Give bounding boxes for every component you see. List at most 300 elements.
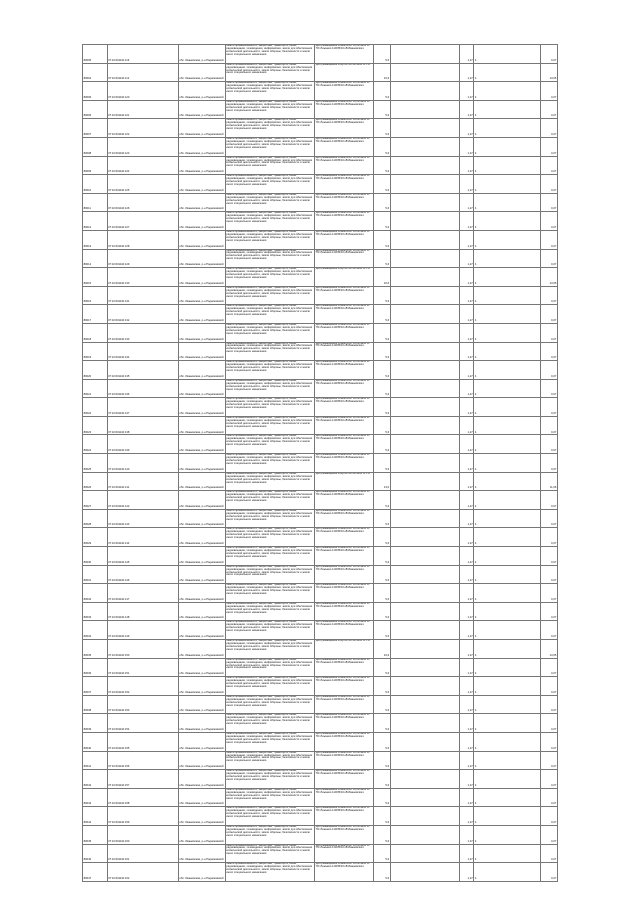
permitted-use-cell: Для размещения объекта ВЛ 10 кВ №41 от ПС Лежнево 110/35/10 кВ Ивановского xyxy=(315,509,374,528)
tax-amount-cell: 0,07 xyxy=(541,658,558,677)
row-code-cell: 80034 xyxy=(83,621,108,640)
row-code-cell: 80010 xyxy=(83,175,108,194)
unit-cell: 4 xyxy=(474,491,541,510)
address-cell: обл. Ивановская, р-н Родниковский xyxy=(178,807,225,826)
spacer-cell xyxy=(390,286,459,305)
unit-cell: 4 xyxy=(474,212,541,231)
cadastral-number-cell: 37:10:001110:154 xyxy=(107,714,178,733)
tax-rate-cell: 1,27 xyxy=(459,119,473,138)
unit-cell: 4 xyxy=(474,63,541,82)
unit-cell: 4 xyxy=(474,305,541,324)
permitted-use-cell: Для размещения объекта ВЛ 10 кВ №41 от ПС Лежнево 110/35/10 кВ Ивановского xyxy=(315,305,374,324)
tax-amount-cell: 0,07 xyxy=(541,100,558,119)
cadastral-number-cell: 37:10:001110:149 xyxy=(107,621,178,640)
tax-amount-cell: 0,07 xyxy=(541,528,558,547)
permitted-use-cell: Для размещения объекта ВЛ 10 кВ №41 от ПС Лежнево 110/35/10 кВ Ивановского xyxy=(315,695,374,714)
tax-amount-cell: 0,07 xyxy=(541,584,558,603)
tax-rate-cell: 1,27 xyxy=(459,193,473,212)
tax-amount-cell: 0,07 xyxy=(541,45,558,64)
table-row xyxy=(83,732,558,751)
tax-rate-cell: 1,27 xyxy=(459,100,473,119)
unit-cell: 4 xyxy=(474,584,541,603)
tax-rate-cell: 1,27 xyxy=(459,249,473,268)
permitted-use-cell: Для размещения объекта ВЛ 10 кВ №41 от ПС Лежнево 110/35/10 кВ Ивановского xyxy=(315,156,374,175)
permitted-use-cell: Для размещения объекта ВЛ 10 кВ №41 от ПС Лежнево 110/35/10 кВ Ивановского xyxy=(315,658,374,677)
area-cell: 5,6 xyxy=(374,416,390,435)
address-cell: обл. Ивановская, р-н Родниковский xyxy=(178,621,225,640)
land-plots-table xyxy=(82,44,558,882)
unit-cell: 4 xyxy=(474,82,541,101)
area-cell: 5,6 xyxy=(374,361,390,380)
spacer-cell xyxy=(390,454,459,473)
tax-amount-cell: 0,07 xyxy=(541,323,558,342)
land-category-cell: Земли промышленности, энергетики, транспорта, связи, радиовещания, телевидения, информатики, земли для обеспечения космической деятельности, земли обороны, безопасности и земли иного специального назначения xyxy=(225,825,315,844)
cadastral-number-cell: 37:10:001110:129 xyxy=(107,249,178,268)
area-cell: 5,6 xyxy=(374,100,390,119)
area-cell: 5,6 xyxy=(374,732,390,751)
tax-rate-cell: 1,27 xyxy=(459,751,473,770)
row-code-cell: 80038 xyxy=(83,695,108,714)
row-code-cell: 80022 xyxy=(83,398,108,417)
cadastral-number-cell: 37:10:001110:137 xyxy=(107,398,178,417)
tax-rate-cell: 1,27 xyxy=(459,212,473,231)
address-cell: обл. Ивановская, р-н Родниковский xyxy=(178,175,225,194)
table-row xyxy=(83,621,558,640)
spacer-cell xyxy=(390,658,459,677)
table-row xyxy=(83,770,558,789)
tax-rate-cell: 1,27 xyxy=(459,509,473,528)
tax-amount-cell: 0,07 xyxy=(541,825,558,844)
permitted-use-cell: Для размещения объекта ВЛ 10 кВ №41 от ПС Лежнево 110/35/10 кВ Ивановского xyxy=(315,342,374,361)
area-cell: 5,6 xyxy=(374,770,390,789)
row-code-cell: 80004 xyxy=(83,63,108,82)
permitted-use-cell: Для размещения объекта ВЛ 10 кВ №41 от ПС Лежнево 110/35/10 кВ Ивановского xyxy=(315,454,374,473)
land-category-cell: Земли промышленности, энергетики, транспорта, связи, радиовещания, телевидения, информатики, земли для обеспечения космической деятельности, земли обороны, безопасности и земли иного специального назначения xyxy=(225,323,315,342)
table-row xyxy=(83,268,558,287)
tax-amount-cell: 0,07 xyxy=(541,732,558,751)
row-code-cell: 80025 xyxy=(83,454,108,473)
cadastral-number-cell: 37:10:001110:142 xyxy=(107,491,178,510)
spacer-cell xyxy=(390,45,459,64)
tax-rate-cell: 1,27 xyxy=(459,732,473,751)
spacer-cell xyxy=(390,714,459,733)
address-cell: обл. Ивановская, р-н Родниковский xyxy=(178,193,225,212)
permitted-use-cell: Для размещения объекта ВЛ 10 кВ №41 от ПС Лежнево 110/35/10 кВ Ивановского xyxy=(315,825,374,844)
area-cell: 5,6 xyxy=(374,565,390,584)
land-category-cell: Земли промышленности, энергетики, транспорта, связи, радиовещания, телевидения, информатики, земли для обеспечения космической деятельности, земли обороны, безопасности и земли иного специального назначения xyxy=(225,658,315,677)
tax-rate-cell: 1,27 xyxy=(459,658,473,677)
row-code-cell: 80015 xyxy=(83,268,108,287)
tax-rate-cell: 1,27 xyxy=(459,547,473,566)
land-category-cell: Земли промышленности, энергетики, транспорта, связи, радиовещания, телевидения, информатики, земли для обеспечения космической деятельности, земли обороны, безопасности и земли иного специального назначения xyxy=(225,119,315,138)
unit-cell: 4 xyxy=(474,788,541,807)
land-category-cell: Земли промышленности, энергетики, транспорта, связи, радиовещания, телевидения, информатики, земли для обеспечения космической деятельности, земли обороны, безопасности и земли иного специального назначения xyxy=(225,602,315,621)
permitted-use-cell: Для размещения объекта ВЛ 10 кВ №41 от ПС Лежнево 110/35/10 кВ Ивановского xyxy=(315,379,374,398)
cadastral-number-cell: 37:10:001110:148 xyxy=(107,602,178,621)
address-cell: обл. Ивановская, р-н Родниковский xyxy=(178,100,225,119)
table-row xyxy=(83,640,558,659)
unit-cell: 4 xyxy=(474,323,541,342)
land-category-cell: Земли промышленности, энергетики, транспорта, связи, радиовещания, телевидения, информатики, земли для обеспечения космической деятельности, земли обороны, безопасности и земли иного специального назначения xyxy=(225,621,315,640)
row-code-cell: 80046 xyxy=(83,844,108,863)
land-category-cell: Земли промышленности, энергетики, транспорта, связи, радиовещания, телевидения, информатики, земли для обеспечения космической деятельности, земли обороны, безопасности и земли иного специального назначения xyxy=(225,751,315,770)
unit-cell: 4 xyxy=(474,398,541,417)
row-code-cell: 80047 xyxy=(83,863,108,882)
area-cell: 13,0 xyxy=(374,472,390,491)
tax-amount-cell: 0,07 xyxy=(541,751,558,770)
tax-rate-cell: 1,27 xyxy=(459,398,473,417)
area-cell: 5,6 xyxy=(374,342,390,361)
permitted-use-cell: Для размещения объекта ВЛ 10 кВ №41 от ПС Лежнево 110/35/10 кВ Ивановского xyxy=(315,788,374,807)
land-category-cell: Земли промышленности, энергетики, транспорта, связи, радиовещания, телевидения, информатики, земли для обеспечения космической деятельности, земли обороны, безопасности и земли иного специального назначения xyxy=(225,286,315,305)
cadastral-number-cell: 37:10:001110:140 xyxy=(107,454,178,473)
table-row xyxy=(83,844,558,863)
land-category-cell: Земли промышленности, энергетики, транспорта, связи, радиовещания, телевидения, информатики, земли для обеспечения космической деятельности, земли обороны, безопасности и земли иного специального назначения xyxy=(225,137,315,156)
tax-rate-cell: 1,27 xyxy=(459,323,473,342)
unit-cell: 4 xyxy=(474,137,541,156)
table-row xyxy=(83,361,558,380)
area-cell: 5,6 xyxy=(374,863,390,882)
spacer-cell xyxy=(390,268,459,287)
area-cell: 5,6 xyxy=(374,82,390,101)
spacer-cell xyxy=(390,695,459,714)
unit-cell: 4 xyxy=(474,695,541,714)
permitted-use-cell: Для размещения объекта ВЛ 10 кВ №41 от ПС Лежнево 110/35/10 кВ Ивановского xyxy=(315,212,374,231)
unit-cell: 4 xyxy=(474,807,541,826)
cadastral-number-cell: 37:10:001110:132 xyxy=(107,305,178,324)
permitted-use-cell: Для размещения опор ВЛ-10 кВ №41 от ПС xyxy=(315,472,374,491)
row-code-cell: 80033 xyxy=(83,602,108,621)
cadastral-number-cell: 37:10:001110:155 xyxy=(107,732,178,751)
address-cell: обл. Ивановская, р-н Родниковский xyxy=(178,63,225,82)
table-row xyxy=(83,658,558,677)
area-cell: 5,6 xyxy=(374,137,390,156)
land-category-cell: Земли промышленности, энергетики, транспорта, связи, радиовещания, телевидения, информатики, земли для обеспечения космической деятельности, земли обороны, безопасности и земли иного специального назначения xyxy=(225,788,315,807)
row-code-cell: 80039 xyxy=(83,714,108,733)
row-code-cell: 80041 xyxy=(83,751,108,770)
tax-rate-cell: 1,27 xyxy=(459,584,473,603)
cadastral-number-cell: 37:10:001110:159 xyxy=(107,807,178,826)
cadastral-number-cell: 37:10:001110:131 xyxy=(107,286,178,305)
unit-cell: 4 xyxy=(474,621,541,640)
spacer-cell xyxy=(390,398,459,417)
cadastral-number-cell: 37:10:001110:141 xyxy=(107,472,178,491)
spacer-cell xyxy=(390,807,459,826)
permitted-use-cell: Для размещения опор ВЛ-10 кВ №41 от ПС xyxy=(315,63,374,82)
permitted-use-cell: Для размещения объекта ВЛ 10 кВ №41 от ПС Лежнево 110/35/10 кВ Ивановского xyxy=(315,807,374,826)
tax-amount-cell: 11,06 xyxy=(541,472,558,491)
row-code-cell: 80023 xyxy=(83,416,108,435)
spacer-cell xyxy=(390,788,459,807)
spacer-cell xyxy=(390,137,459,156)
table-row xyxy=(83,584,558,603)
cadastral-number-cell: 37:10:001110:122 xyxy=(107,119,178,138)
unit-cell: 4 xyxy=(474,268,541,287)
land-category-cell: Земли промышленности, энергетики, транспорта, связи, радиовещания, телевидения, информатики, земли для обеспечения космической деятельности, земли обороны, безопасности и земли иного специального назначения xyxy=(225,175,315,194)
row-code-cell: 80008 xyxy=(83,137,108,156)
row-code-cell: 80037 xyxy=(83,677,108,696)
unit-cell: 4 xyxy=(474,863,541,882)
unit-cell: 4 xyxy=(474,844,541,863)
row-code-cell: 80026 xyxy=(83,472,108,491)
cadastral-number-cell: 37:10:001110:153 xyxy=(107,695,178,714)
land-category-cell: Земли промышленности, энергетики, транспорта, связи, радиовещания, телевидения, информатики, земли для обеспечения космической деятельности, земли обороны, безопасности и земли иного специального назначения xyxy=(225,82,315,101)
address-cell: обл. Ивановская, р-н Родниковский xyxy=(178,361,225,380)
row-code-cell: 80030 xyxy=(83,547,108,566)
cadastral-number-cell: 37:10:001110:157 xyxy=(107,770,178,789)
land-category-cell: Земли промышленности, энергетики, транспорта, связи, радиовещания, телевидения, информатики, земли для обеспечения космической деятельности, земли обороны, безопасности и земли иного специального назначения xyxy=(225,454,315,473)
spacer-cell xyxy=(390,472,459,491)
permitted-use-cell: Для размещения объекта ВЛ 10 кВ №41 от ПС Лежнево 110/35/10 кВ Ивановского xyxy=(315,230,374,249)
cadastral-number-cell: 37:10:001110:126 xyxy=(107,193,178,212)
unit-cell: 4 xyxy=(474,825,541,844)
tax-rate-cell: 1,27 xyxy=(459,695,473,714)
unit-cell: 4 xyxy=(474,416,541,435)
spacer-cell xyxy=(390,825,459,844)
land-category-cell: Земли промышленности, энергетики, транспорта, связи, радиовещания, телевидения, информатики, земли для обеспечения космической деятельности, земли обороны, безопасности и земли иного специального назначения xyxy=(225,342,315,361)
tax-amount-cell: 0,07 xyxy=(541,435,558,454)
cadastral-number-cell: 37:10:001110:134 xyxy=(107,342,178,361)
cadastral-number-cell: 37:10:001110:130 xyxy=(107,268,178,287)
tax-amount-cell: 0,07 xyxy=(541,175,558,194)
table-row xyxy=(83,714,558,733)
unit-cell: 4 xyxy=(474,156,541,175)
tax-rate-cell: 1,27 xyxy=(459,305,473,324)
spacer-cell xyxy=(390,156,459,175)
spacer-cell xyxy=(390,602,459,621)
address-cell: обл. Ивановская, р-н Родниковский xyxy=(178,82,225,101)
tax-amount-cell: 0,07 xyxy=(541,193,558,212)
area-cell: 5,6 xyxy=(374,286,390,305)
address-cell: обл. Ивановская, р-н Родниковский xyxy=(178,268,225,287)
land-category-cell: Земли промышленности, энергетики, транспорта, связи, радиовещания, телевидения, информатики, земли для обеспечения космической деятельности, земли обороны, безопасности и земли иного специального назначения xyxy=(225,491,315,510)
address-cell: обл. Ивановская, р-н Родниковский xyxy=(178,677,225,696)
land-category-cell: Земли промышленности, энергетики, транспорта, связи, радиовещания, телевидения, информатики, земли для обеспечения космической деятельности, земли обороны, безопасности и земли иного специального назначения xyxy=(225,100,315,119)
spacer-cell xyxy=(390,63,459,82)
land-category-cell: Земли промышленности, энергетики, транспорта, связи, радиовещания, телевидения, информатики, земли для обеспечения космической деятельности, земли обороны, безопасности и земли иного специального назначения xyxy=(225,156,315,175)
row-code-cell: 80040 xyxy=(83,732,108,751)
spacer-cell xyxy=(390,863,459,882)
tax-rate-cell: 1,27 xyxy=(459,137,473,156)
area-cell: 5,6 xyxy=(374,584,390,603)
tax-amount-cell: 0,07 xyxy=(541,788,558,807)
land-category-cell: Земли промышленности, энергетики, транспорта, связи, радиовещания, телевидения, информатики, земли для обеспечения космической деятельности, земли обороны, безопасности и земли иного специального назначения xyxy=(225,844,315,863)
table-row xyxy=(83,119,558,138)
permitted-use-cell: Для размещения объекта ВЛ 10 кВ №41 от ПС Лежнево 110/35/10 кВ Ивановского xyxy=(315,528,374,547)
tax-rate-cell: 1,27 xyxy=(459,714,473,733)
cadastral-number-cell: 37:10:001110:150 xyxy=(107,640,178,659)
table-row xyxy=(83,212,558,231)
permitted-use-cell: Для размещения объекта ВЛ 10 кВ №41 от ПС Лежнево 110/35/10 кВ Ивановского xyxy=(315,286,374,305)
unit-cell: 4 xyxy=(474,528,541,547)
spacer-cell xyxy=(390,175,459,194)
permitted-use-cell: Для размещения объекта ВЛ 10 кВ №41 от ПС Лежнево 110/35/10 кВ Ивановского xyxy=(315,677,374,696)
permitted-use-cell: Для размещения объекта ВЛ 10 кВ №41 от ПС Лежнево 110/35/10 кВ Ивановского xyxy=(315,82,374,101)
unit-cell: 4 xyxy=(474,230,541,249)
tax-amount-cell: 0,07 xyxy=(541,286,558,305)
table-row xyxy=(83,863,558,882)
area-cell: 5,6 xyxy=(374,193,390,212)
spacer-cell xyxy=(390,640,459,659)
tax-rate-cell: 1,27 xyxy=(459,602,473,621)
address-cell: обл. Ивановская, р-н Родниковский xyxy=(178,398,225,417)
address-cell: обл. Ивановская, р-н Родниковский xyxy=(178,788,225,807)
spacer-cell xyxy=(390,677,459,696)
unit-cell: 4 xyxy=(474,602,541,621)
permitted-use-cell: Для размещения объекта ВЛ 10 кВ №41 от ПС Лежнево 110/35/10 кВ Ивановского xyxy=(315,844,374,863)
cadastral-number-cell: 37:10:001110:138 xyxy=(107,416,178,435)
area-cell: 5,6 xyxy=(374,677,390,696)
tax-amount-cell: 0,07 xyxy=(541,305,558,324)
tax-amount-cell: 0,07 xyxy=(541,212,558,231)
address-cell: обл. Ивановская, р-н Родниковский xyxy=(178,825,225,844)
area-cell: 16,6 xyxy=(374,268,390,287)
row-code-cell: 80045 xyxy=(83,825,108,844)
tax-amount-cell: 13,65 xyxy=(541,640,558,659)
tax-amount-cell: 0,07 xyxy=(541,230,558,249)
row-code-cell: 80018 xyxy=(83,323,108,342)
land-category-cell: Земли промышленности, энергетики, транспорта, связи, радиовещания, телевидения, информатики, земли для обеспечения космической деятельности, земли обороны, безопасности и земли иного специального назначения xyxy=(225,361,315,380)
tax-amount-cell: 0,07 xyxy=(541,416,558,435)
spacer-cell xyxy=(390,565,459,584)
unit-cell: 4 xyxy=(474,547,541,566)
unit-cell: 4 xyxy=(474,770,541,789)
area-cell: 5,6 xyxy=(374,751,390,770)
tax-rate-cell: 1,27 xyxy=(459,491,473,510)
cadastral-number-cell: 37:10:001110:158 xyxy=(107,788,178,807)
area-cell: 5,6 xyxy=(374,305,390,324)
permitted-use-cell: Для размещения объекта ВЛ 10 кВ №41 от ПС Лежнево 110/35/10 кВ Ивановского xyxy=(315,621,374,640)
address-cell: обл. Ивановская, р-н Родниковский xyxy=(178,249,225,268)
area-cell: 5,6 xyxy=(374,398,390,417)
area-cell: 5,6 xyxy=(374,435,390,454)
tax-rate-cell: 1,27 xyxy=(459,565,473,584)
address-cell: обл. Ивановская, р-н Родниковский xyxy=(178,584,225,603)
address-cell: обл. Ивановская, р-н Родниковский xyxy=(178,342,225,361)
tax-amount-cell: 0,07 xyxy=(541,863,558,882)
land-category-cell: Земли промышленности, энергетики, транспорта, связи, радиовещания, телевидения, информатики, земли для обеспечения космической деятельности, земли обороны, безопасности и земли иного специального назначения xyxy=(225,230,315,249)
cadastral-number-cell: 37:10:001110:112 xyxy=(107,63,178,82)
table-row xyxy=(83,193,558,212)
land-category-cell: Земли промышленности, энергетики, транспорта, связи, радиовещания, телевидения, информатики, земли для обеспечения космической деятельности, земли обороны, безопасности и земли иного специального назначения xyxy=(225,677,315,696)
table-row xyxy=(83,137,558,156)
tax-amount-cell: 0,07 xyxy=(541,602,558,621)
tax-amount-cell: 0,07 xyxy=(541,547,558,566)
area-cell: 5,6 xyxy=(374,714,390,733)
address-cell: обл. Ивановская, р-н Родниковский xyxy=(178,640,225,659)
permitted-use-cell: Для размещения объекта ВЛ 10 кВ №41 от ПС Лежнево 110/35/10 кВ Ивановского xyxy=(315,863,374,882)
tax-amount-cell: 13,65 xyxy=(541,63,558,82)
cadastral-number-cell: 37:10:001110:125 xyxy=(107,175,178,194)
cadastral-number-cell: 37:10:001110:152 xyxy=(107,677,178,696)
area-cell: 5,6 xyxy=(374,491,390,510)
permitted-use-cell: Для размещения объекта ВЛ 10 кВ №41 от ПС Лежнево 110/35/10 кВ Ивановского xyxy=(315,751,374,770)
spacer-cell xyxy=(390,584,459,603)
cadastral-number-cell: 37:10:001110:144 xyxy=(107,528,178,547)
table-row xyxy=(83,416,558,435)
table-row xyxy=(83,175,558,194)
land-category-cell: Земли промышленности, энергетики, транспорта, связи, радиовещания, телевидения, информатики, земли для обеспечения космической деятельности, земли обороны, безопасности и земли иного специального назначения xyxy=(225,193,315,212)
permitted-use-cell: Для размещения объекта ВЛ 10 кВ №41 от ПС Лежнево 110/35/10 кВ Ивановского xyxy=(315,361,374,380)
land-category-cell: Земли промышленности, энергетики, транспорта, связи, радиовещания, телевидения, информатики, земли для обеспечения космической деятельности, земли обороны, безопасности и земли иного специального назначения xyxy=(225,695,315,714)
land-category-cell: Земли промышленности, энергетики, транспорта, связи, радиовещания, телевидения, информатики, земли для обеспечения космической деятельности, земли обороны, безопасности и земли иного специального назначения xyxy=(225,547,315,566)
row-code-cell: 80024 xyxy=(83,435,108,454)
address-cell: обл. Ивановская, р-н Родниковский xyxy=(178,844,225,863)
tax-rate-cell: 1,27 xyxy=(459,416,473,435)
address-cell: обл. Ивановская, р-н Родниковский xyxy=(178,472,225,491)
spacer-cell xyxy=(390,751,459,770)
row-code-cell: 80005 xyxy=(83,45,108,64)
unit-cell: 4 xyxy=(474,45,541,64)
cadastral-number-cell: 37:10:001110:146 xyxy=(107,565,178,584)
tax-amount-cell: 0,07 xyxy=(541,695,558,714)
tax-rate-cell: 1,27 xyxy=(459,677,473,696)
row-code-cell: 80028 xyxy=(83,509,108,528)
spacer-cell xyxy=(390,435,459,454)
tax-amount-cell: 0,07 xyxy=(541,249,558,268)
spacer-cell xyxy=(390,323,459,342)
table-row xyxy=(83,454,558,473)
area-cell: 5,6 xyxy=(374,212,390,231)
address-cell: обл. Ивановская, р-н Родниковский xyxy=(178,863,225,882)
unit-cell: 4 xyxy=(474,119,541,138)
row-code-cell: 80043 xyxy=(83,788,108,807)
cadastral-number-cell: 37:10:001110:119 xyxy=(107,45,178,64)
address-cell: обл. Ивановская, р-н Родниковский xyxy=(178,137,225,156)
tax-rate-cell: 1,27 xyxy=(459,82,473,101)
tax-amount-cell: 0,07 xyxy=(541,82,558,101)
cadastral-number-cell: 37:10:001110:161 xyxy=(107,844,178,863)
tax-amount-cell: 0,07 xyxy=(541,361,558,380)
cadastral-number-cell: 37:10:001110:143 xyxy=(107,509,178,528)
table-row xyxy=(83,509,558,528)
spacer-cell xyxy=(390,732,459,751)
land-category-cell: Земли промышленности, энергетики, транспорта, связи, радиовещания, телевидения, информатики, земли для обеспечения космической деятельности, земли обороны, безопасности и земли иного специального назначения xyxy=(225,565,315,584)
row-code-cell: 80032 xyxy=(83,584,108,603)
spacer-cell xyxy=(390,379,459,398)
permitted-use-cell: Для размещения объекта ВЛ 10 кВ №41 от ПС Лежнево 110/35/10 кВ Ивановского xyxy=(315,398,374,417)
row-code-cell: 80035 xyxy=(83,640,108,659)
land-category-cell: Земли промышленности, энергетики, транспорта, связи, радиовещания, телевидения, информатики, земли для обеспечения космической деятельности, земли обороны, безопасности и земли иного специального назначения xyxy=(225,63,315,82)
address-cell: обл. Ивановская, р-н Родниковский xyxy=(178,286,225,305)
permitted-use-cell: Для размещения объекта ВЛ 10 кВ №41 от ПС Лежнево 110/35/10 кВ Ивановского xyxy=(315,175,374,194)
table-body xyxy=(83,45,558,882)
tax-rate-cell: 1,27 xyxy=(459,230,473,249)
table-row xyxy=(83,788,558,807)
permitted-use-cell: Для размещения объекта ВЛ 10 кВ №41 от ПС Лежнево 110/35/10 кВ Ивановского xyxy=(315,732,374,751)
address-cell: обл. Ивановская, р-н Родниковский xyxy=(178,379,225,398)
table-row xyxy=(83,602,558,621)
tax-rate-cell: 1,27 xyxy=(459,286,473,305)
cadastral-number-cell: 37:10:001110:139 xyxy=(107,435,178,454)
cadastral-number-cell: 37:10:001110:124 xyxy=(107,156,178,175)
land-category-cell: Земли промышленности, энергетики, транспорта, связи, радиовещания, телевидения, информатики, земли для обеспечения космической деятельности, земли обороны, безопасности и земли иного специального назначения xyxy=(225,435,315,454)
tax-rate-cell: 1,27 xyxy=(459,621,473,640)
cadastral-number-cell: 37:10:001110:147 xyxy=(107,584,178,603)
unit-cell: 4 xyxy=(474,677,541,696)
row-code-cell: 80016 xyxy=(83,286,108,305)
tax-rate-cell: 1,27 xyxy=(459,342,473,361)
address-cell: обл. Ивановская, р-н Родниковский xyxy=(178,323,225,342)
tax-rate-cell: 1,27 xyxy=(459,156,473,175)
unit-cell: 4 xyxy=(474,509,541,528)
area-cell: 5,6 xyxy=(374,602,390,621)
table-row xyxy=(83,286,558,305)
area-cell: 5,6 xyxy=(374,249,390,268)
permitted-use-cell: Для размещения объекта ВЛ 10 кВ №41 от ПС Лежнево 110/35/10 кВ Ивановского xyxy=(315,602,374,621)
land-category-cell: Земли промышленности, энергетики, транспорта, связи, радиовещания, телевидения, информатики, земли для обеспечения космической деятельности, земли обороны, безопасности и земли иного специального назначения xyxy=(225,398,315,417)
area-cell: 16,6 xyxy=(374,640,390,659)
